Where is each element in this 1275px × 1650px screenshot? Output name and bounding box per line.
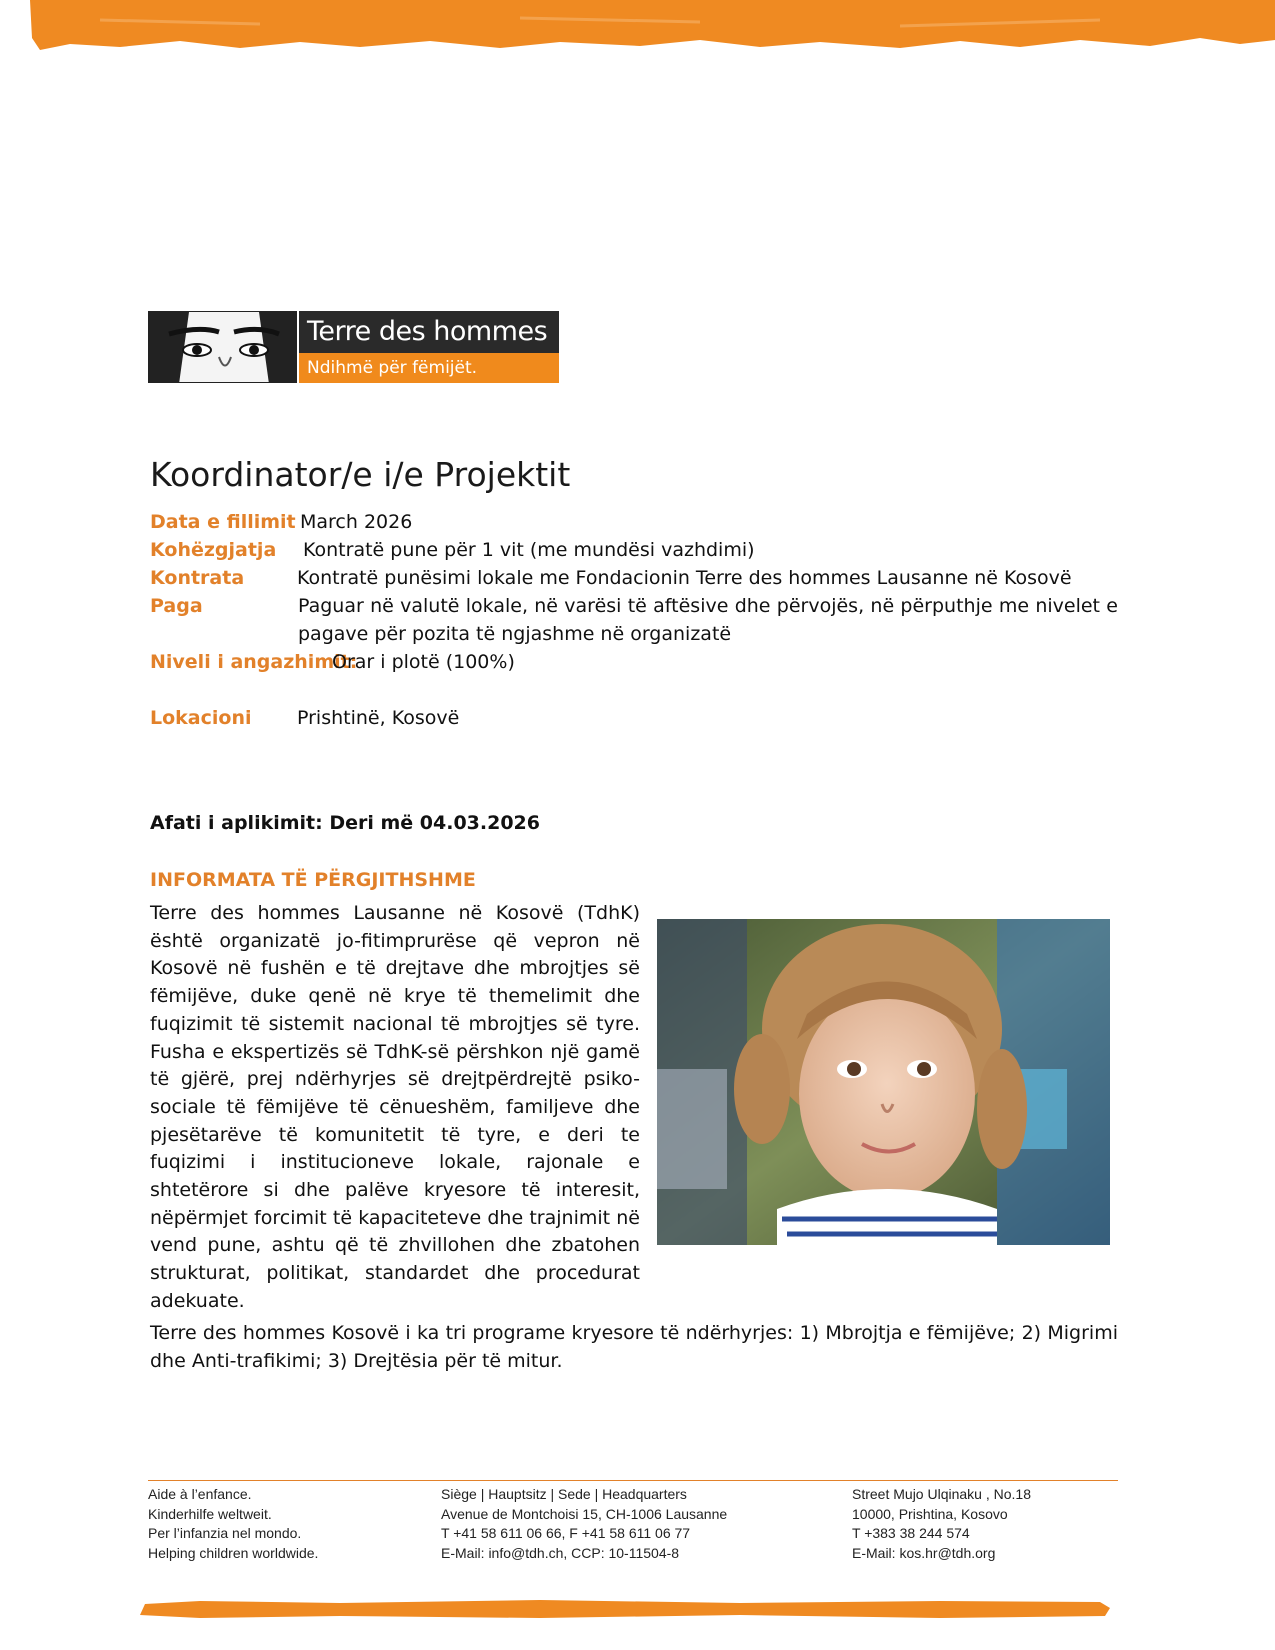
application-deadline: Afati i aplikimit: Deri më 04.03.2026 — [150, 812, 540, 834]
footer-kosovo-line: T +383 38 244 574 — [852, 1525, 970, 1541]
footer-mottos — [148, 1485, 318, 1563]
detail-engagement — [150, 648, 1118, 676]
tdh-logo — [148, 311, 559, 383]
detail-label: Data e fillimit — [150, 511, 296, 533]
footer-motto: Helping children worldwide. — [148, 1544, 319, 1561]
child-photo — [657, 919, 1110, 1245]
footer-divider — [148, 1480, 1118, 1481]
detail-duration — [150, 536, 1118, 564]
top-orange-brush-band — [0, 0, 1275, 60]
programs-paragraph: Terre des hommes Kosovë i ka tri programe kryesore të ndërhyrjes: 1) Mbrojtja e fëmijëve; 2) Migrimi dhe Anti-trafikimi; 3) Drejtësia për të mitur. — [150, 1322, 1118, 1372]
footer-motto: Aide à l’enfance. — [148, 1486, 252, 1502]
section-heading: INFORMATA TË PËRGJITHSHME — [150, 869, 476, 891]
footer-kosovo-line: 10000, Prishtina, Kosovo — [852, 1505, 1008, 1522]
footer-kosovo-line: E-Mail: kos.hr@tdh.org — [852, 1544, 996, 1561]
footer-hq-line: Siège | Hauptsitz | Sede | Headquarters — [441, 1486, 687, 1502]
footer-motto: Kinderhilfe weltweit. — [148, 1505, 272, 1522]
job-title: Koordinator/e i/e Projektit — [150, 455, 571, 494]
detail-value: Orar i plotë (100%) — [332, 651, 515, 673]
logo-tagline: Ndihmë për fëmijët. — [299, 353, 559, 383]
detail-value: Kontratë punësimi lokale me Fondacionin Terre des hommes Lausanne në Kosovë — [297, 567, 1072, 589]
footer-hq-line: Avenue de Montchoisi 15, CH-1006 Lausanne — [441, 1505, 728, 1522]
footer-hq-line: E-Mail: info@tdh.ch, CCP: 10-11504-8 — [441, 1544, 680, 1561]
footer-kosovo-office — [852, 1485, 1031, 1563]
detail-label: Paga — [150, 595, 203, 617]
detail-value: Paguar në valutë lokale, në varësi të aftësive dhe përvojës, në përputhje me nivelet e pagave për pozita të ngjashme në organizatë — [298, 595, 1118, 645]
footer-motto: Per l’infanzia nel mondo. — [148, 1525, 302, 1541]
logo-wordmark: Terre des hommes — [299, 311, 559, 353]
detail-start-date — [150, 508, 1118, 536]
detail-label: Kohëzgjatja — [150, 539, 277, 561]
detail-label: Niveli i angazhimit: — [150, 651, 358, 673]
intro-paragraph: Terre des hommes Lausanne në Kosovë (TdhK) është organizatë jo-fitimprurëse që vepron në Kosovë në fushën e të drejtave dhe mbrojtjes së fëmijëve, duke qenë në krye të themelimit dhe fuqizimit të sistemit nacional të mbrojtjes së tyre. Fusha e ekspertizës së TdhK-së përshkon një gamë të gjërë, prej ndërhyrjes së drejtpërdrejtë psiko-sociale të fëmijëve të cënueshëm, familjeve dhe pjesëtarëve të komunitetit të tyre, e deri te fuqizimi i institucioneve lokale, rajonale e shtetërore si dhe palëve kryesore të interesit, nëpërmjet forcimit të kapaciteteve dhe trajnimit në vend pune, ashtu që të zhvillohen dhe zbatohen strukturat, politikat, standardet dhe procedurat adekuate. — [150, 902, 640, 1312]
footer-kosovo-line: Street Mujo Ulqinaku , No.18 — [852, 1486, 1031, 1502]
footer-headquarters — [441, 1485, 727, 1563]
detail-value: Prishtinë, Kosovë — [297, 707, 460, 729]
detail-label: Lokacioni — [150, 707, 252, 729]
detail-salary — [150, 592, 1118, 648]
detail-label: Kontrata — [150, 567, 245, 589]
footer-hq-line: T +41 58 611 06 66, F +41 58 611 06 77 — [441, 1525, 691, 1541]
detail-location — [150, 704, 1118, 732]
bottom-orange-brush-band — [140, 1598, 1115, 1620]
detail-value: March 2026 — [300, 511, 413, 533]
logo-face-image — [148, 311, 297, 383]
detail-value: Kontratë pune për 1 vit (me mundësi vazhdimi) — [303, 539, 755, 561]
detail-contract — [150, 564, 1118, 592]
